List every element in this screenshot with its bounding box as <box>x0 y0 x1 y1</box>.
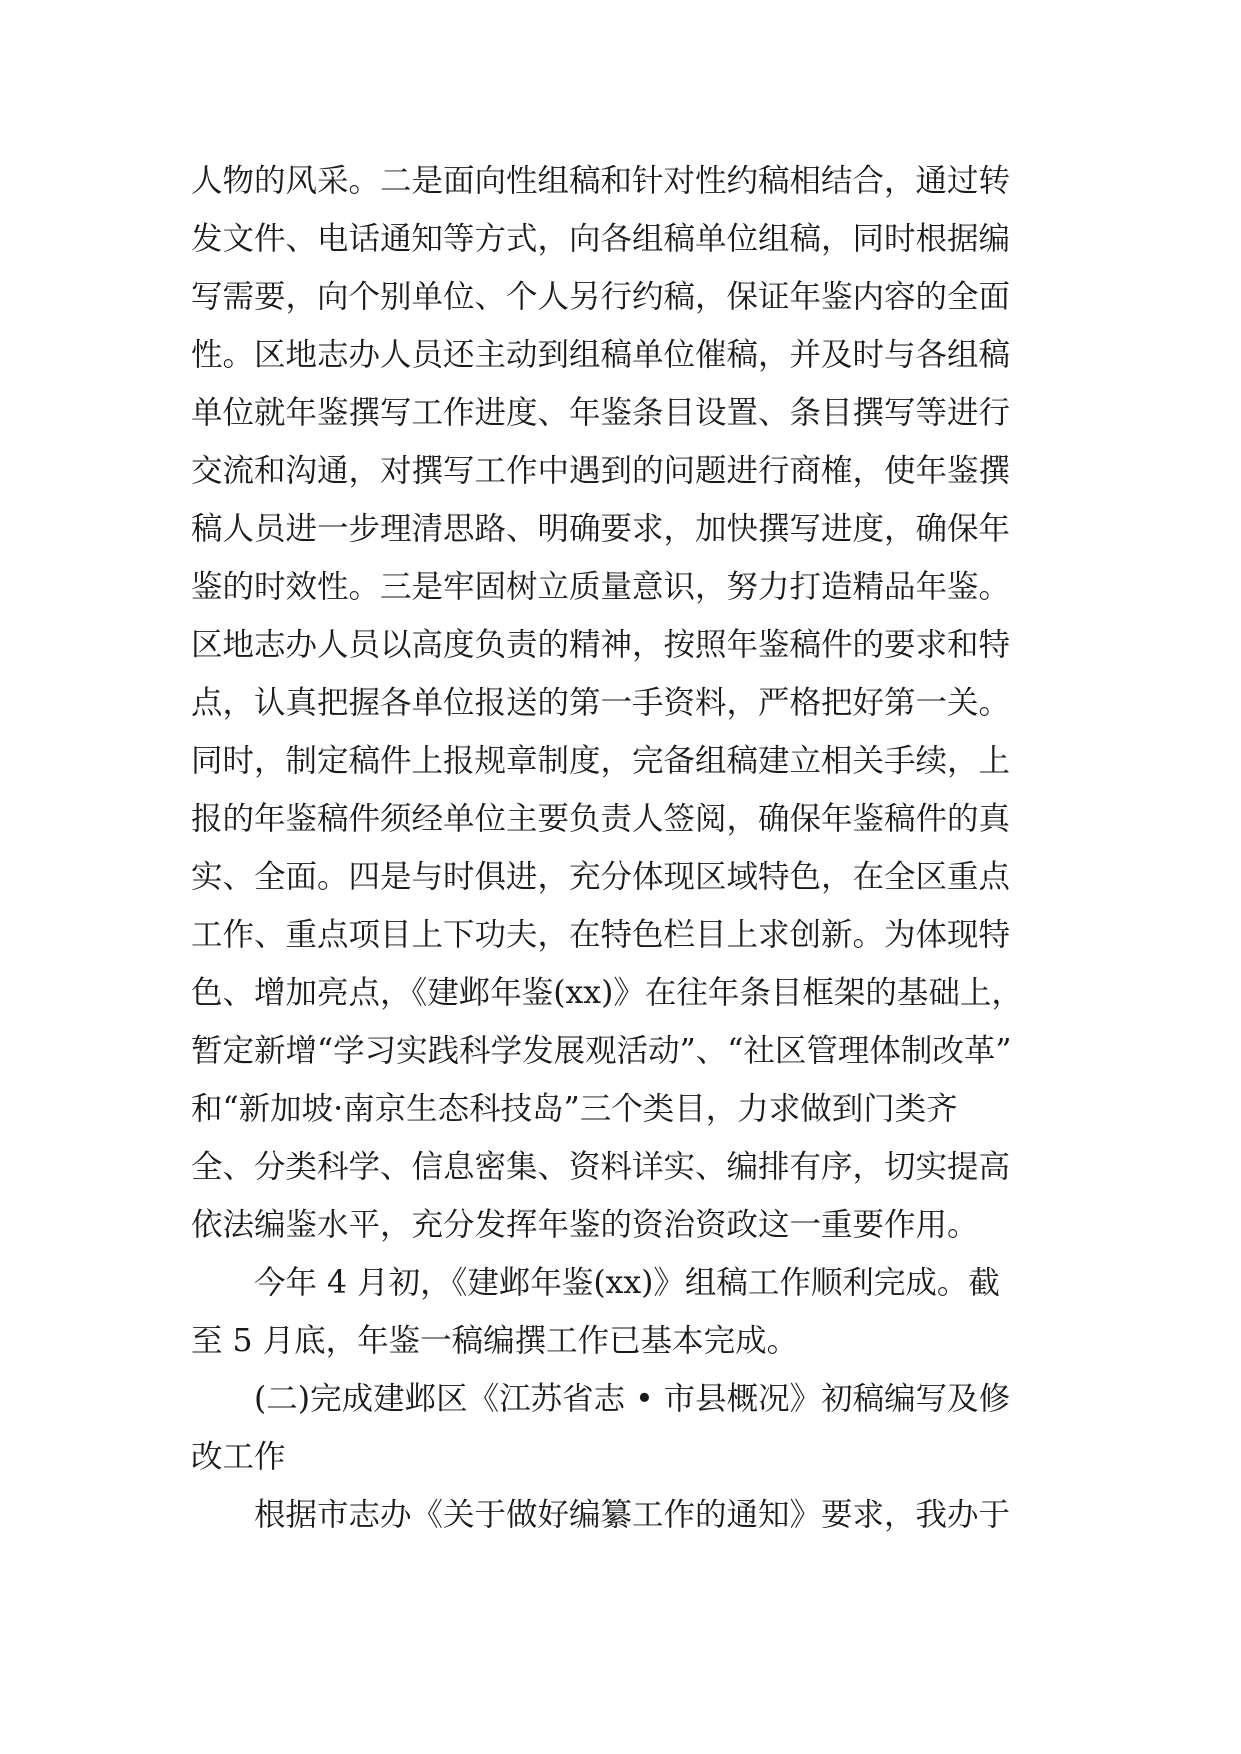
text-line: 全、分类科学、信息密集、资料详实、编排有序，切实提高 <box>191 1149 1011 1185</box>
body-text <box>191 152 1071 1544</box>
text-line: 交流和沟通，对撰写工作中遇到的问题进行商榷，使年鉴撰 <box>191 453 1011 489</box>
text-line: 色、增加亮点，《建邺年鉴(xx)》在往年条目框架的基础上， <box>191 975 1023 1011</box>
text-line: 稿人员进一步理清思路、明确要求，加快撰写进度，确保年 <box>191 511 1011 547</box>
text-line: 暂定新增“学习实践科学发展观活动”、“社区管理体制改革” <box>191 1033 1012 1069</box>
text-line: 依法编鉴水平，充分发挥年鉴的资治资政这一重要作用。 <box>191 1207 979 1243</box>
text-line: 人物的风采。二是面向性组稿和针对性约稿相结合，通过转 <box>191 163 1011 199</box>
text-line: 同时，制定稿件上报规章制度，完备组稿建立相关手续，上 <box>191 743 1011 779</box>
text-line: 今年 4 月初，《建邺年鉴(xx)》组稿工作顺利完成。截 <box>254 1265 1000 1301</box>
text-line: 根据市志办《关于做好编纂工作的通知》要求，我办于 <box>254 1497 1011 1533</box>
text-line: 区地志办人员以高度负责的精神，按照年鉴稿件的要求和特 <box>191 627 1011 663</box>
section-heading-continued: 改工作 <box>191 1439 286 1475</box>
text-line: 和“新加坡·南京生态科技岛”三个类目，力求做到门类齐 <box>191 1091 958 1127</box>
text-line: 实、全面。四是与时俱进，充分体现区域特色，在全区重点 <box>191 859 1011 895</box>
text-line: 工作、重点项目上下功夫，在特色栏目上求创新。为体现特 <box>191 917 1011 953</box>
text-line: 点，认真把握各单位报送的第一手资料，严格把好第一关。 <box>191 685 1011 721</box>
section-heading: (二)完成建邺区《江苏省志 • 市县概况》初稿编写及修 <box>254 1381 1011 1417</box>
text-line: 发文件、电话通知等方式，向各组稿单位组稿，同时根据编 <box>191 221 1011 257</box>
text-line: 至 5 月底，年鉴一稿编撰工作已基本完成。 <box>191 1323 799 1359</box>
text-line: 性。区地志办人员还主动到组稿单位催稿，并及时与各组稿 <box>191 337 1011 373</box>
text-line: 写需要，向个别单位、个人另行约稿，保证年鉴内容的全面 <box>191 279 1011 315</box>
text-line: 单位就年鉴撰写工作进度、年鉴条目设置、条目撰写等进行 <box>191 395 1011 431</box>
text-line: 报的年鉴稿件须经单位主要负责人签阅，确保年鉴稿件的真 <box>191 801 1011 837</box>
text-line: 鉴的时效性。三是牢固树立质量意识，努力打造精品年鉴。 <box>191 569 1011 605</box>
